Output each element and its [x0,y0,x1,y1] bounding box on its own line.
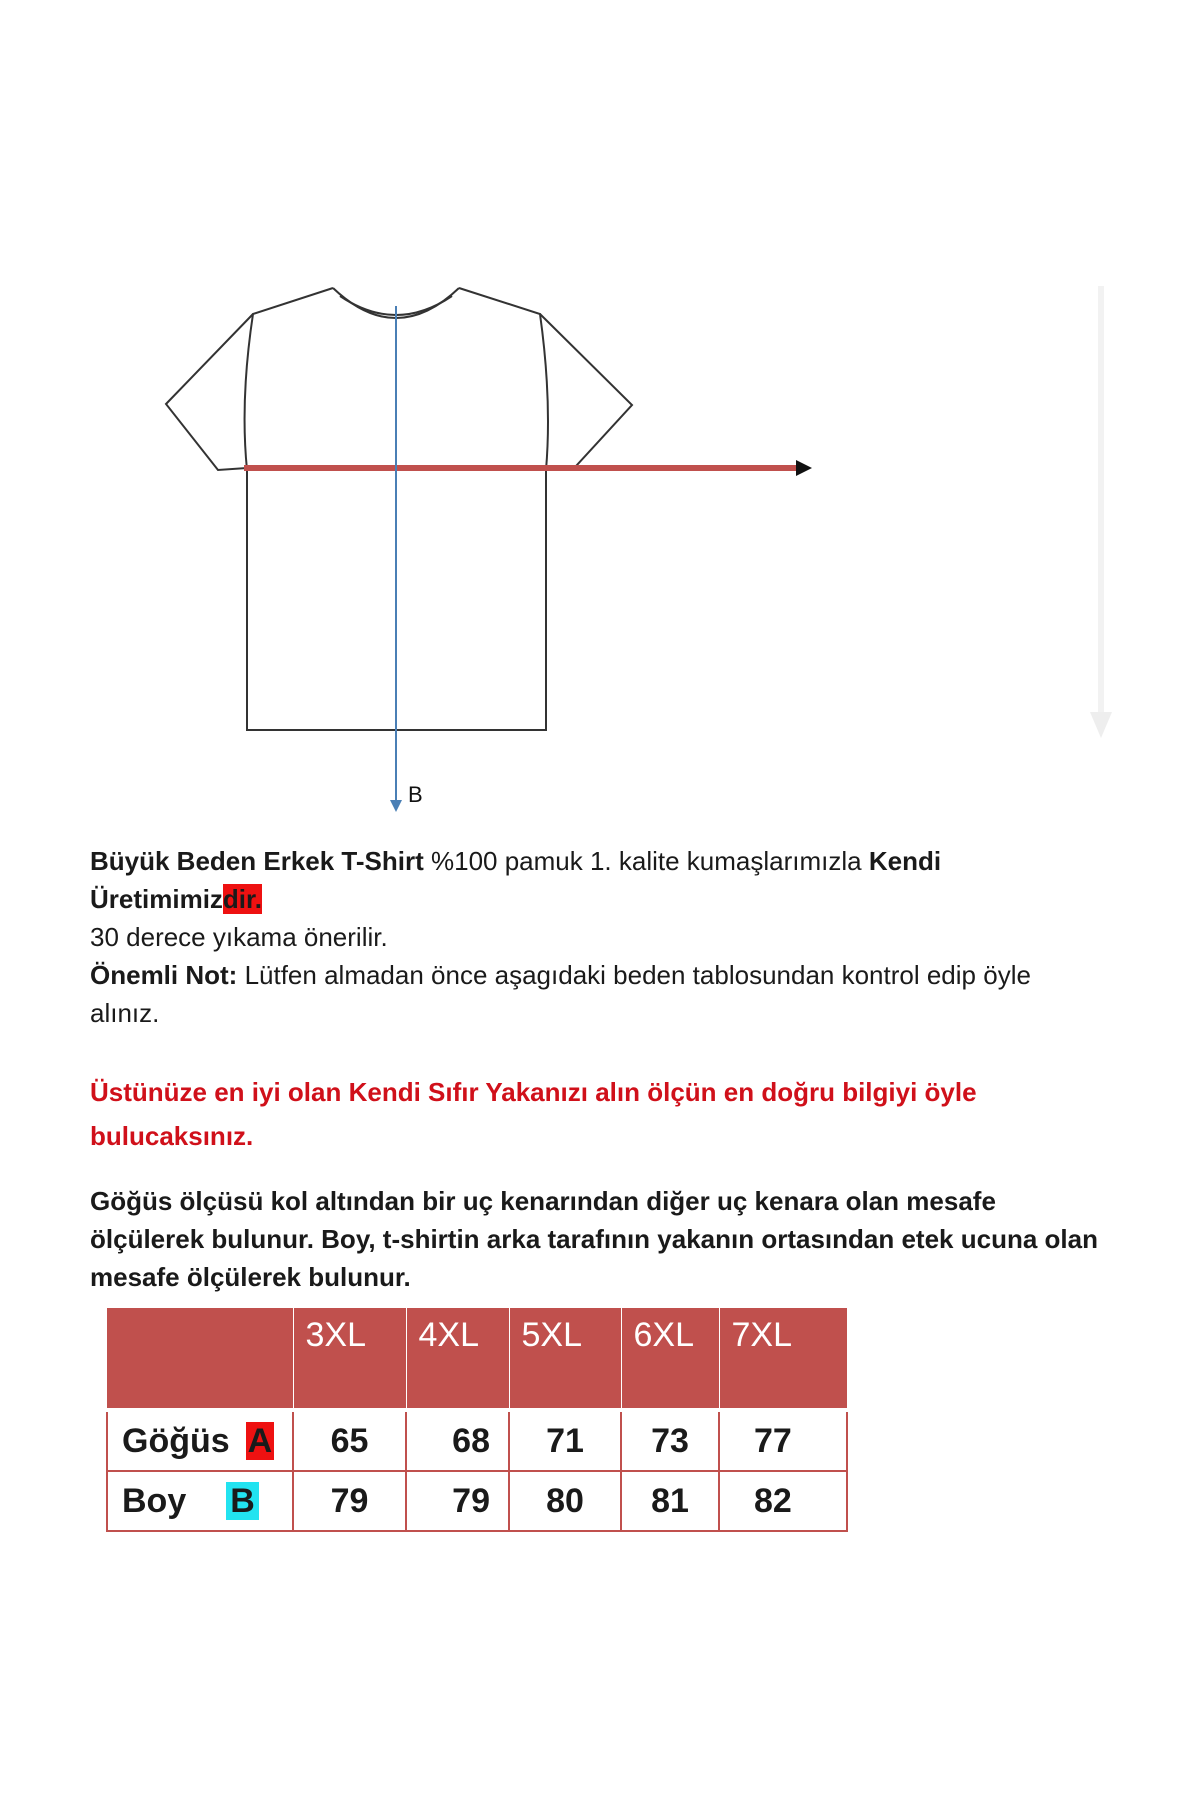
size-header-row [107,1308,847,1410]
header-corner [107,1308,293,1410]
note-label: Önemli Not: [90,960,238,990]
table-row-length [107,1471,847,1531]
measurement-explanation: Göğüs ölçüsü kol altından bir uç kenarından diğer uç kenara olan mesafe ölçülerek bulunur. Boy, t-shirtin arka tarafının yakanın ortasından etek ucuna olan mesafe ölçülerek bulunur. [90,1186,1098,1292]
faint-arrow-shaft [1098,286,1104,712]
length-3xl: 79 [293,1471,406,1531]
length-4xl: 79 [406,1471,509,1531]
description-fabric-text: %100 pamuk 1. kalite kumaşlarımızla [423,846,869,876]
size-header-6xl: 6XL [621,1308,719,1410]
size-header-5xl: 5XL [509,1308,621,1410]
size-header-4xl: 4XL [406,1308,509,1410]
chest-3xl: 65 [293,1410,406,1471]
wash-instruction: 30 derece yıkama önerilir. [90,922,388,952]
row-label-length [107,1471,293,1531]
size-header-3xl: 3XL [293,1308,406,1410]
length-arrowhead [390,800,402,812]
chest-7xl: 77 [719,1410,847,1471]
length-7xl: 82 [719,1471,847,1531]
chest-label: Göğüs [122,1421,230,1460]
length-6xl: 81 [621,1471,719,1531]
size-chart-table [106,1308,848,1532]
faint-arrowhead [1090,712,1112,738]
warning-text: Üstünüze en iyi olan Kendi Sıfır Yakanızı alın ölçün en doğru bilgiyi öyle bulucaksınız. [90,1077,977,1151]
chest-4xl: 68 [406,1410,509,1471]
note-text: Lütfen almadan önce aşagıdaki beden tablosundan kontrol edip öyle alınız. [90,960,1031,1028]
length-5xl: 80 [509,1471,621,1531]
table-row-chest [107,1410,847,1471]
chest-5xl: 71 [509,1410,621,1471]
tshirt-outline [166,288,632,730]
length-label: Boy [122,1481,187,1520]
chest-6xl: 73 [621,1410,719,1471]
length-tag-b: B [226,1482,259,1520]
description-bold-production: Kendi Üretimimiz [90,846,942,914]
length-label-b: B [408,782,423,807]
row-label-chest [107,1410,293,1471]
description-bold-title: Büyük Beden Erkek T-Shirt [90,846,424,876]
product-description [90,842,1100,1032]
tshirt-measurement-diagram [0,0,1200,820]
chest-arrowhead [796,460,812,476]
description-highlight: dir. [222,884,262,914]
chest-tag-a: A [247,1421,273,1460]
size-header-7xl: 7XL [719,1308,847,1410]
